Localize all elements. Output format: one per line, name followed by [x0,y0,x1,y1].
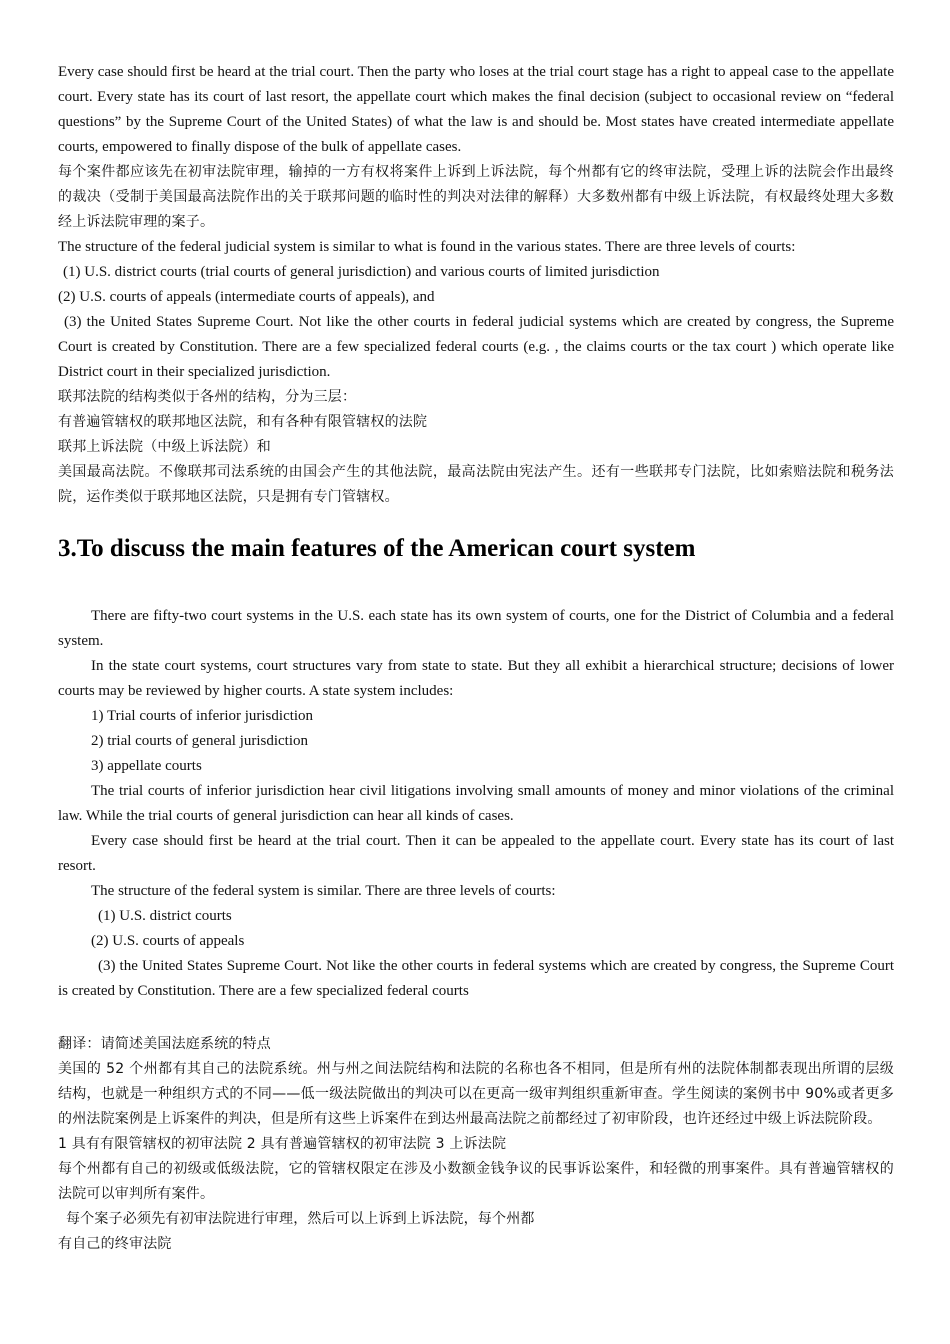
list-item: 1) Trial courts of inferior jurisdiction [91,708,314,724]
list-item: (1) U.S. district courts [98,908,232,924]
paragraph: There are fifty-two court systems in the U.S. each state has its own system of courts, one for the District of Columbia and a federal system. [58,608,894,649]
paragraph-zh: 每个州都有自己的初级或低级法院，它的管辖权限定在涉及小数额金钱争议的民事诉讼案件，和轻微的刑事案件。具有普遍管辖权的法院可以审判所有案件。 [58,1161,894,1202]
translation-title: 翻译：请简述美国法庭系统的特点 [58,1036,271,1052]
paragraph-zh: 美国最高法院。不像联邦司法系统的由国会产生的其他法院，最高法院由宪法产生。还有一些联邦专门法院，比如索赔法院和税务法院，运作类似于联邦地区法院，只是拥有专门管辖权。 [58,464,894,505]
paragraph: Every case should first be heard at the trial court. Then it can be appealed to the appellate court. Every state has its court of last resort. [58,833,894,874]
paragraph-zh: 有自己的终审法院 [58,1236,172,1252]
paragraph: The trial courts of inferior jurisdiction hear civil litigations involving small amounts of money and minor violations of the criminal law. While the trial courts of general jurisdiction can hear all kinds of cases. [58,783,894,824]
list-item: (2) U.S. courts of appeals [91,933,245,949]
paragraph: Every case should first be heard at the trial court. Then the party who loses at the trial court stage has a right to appeal case to the appellate court. Every state has its court of last resort, the appellate court which makes the final decision (subject to occasional review on “federal questions” by the Supreme Court of the United States) of what the law is and should be. Most states have created intermediate appellate courts, empowered to finally dispose of the bulk of appellate cases. [58,64,894,155]
paragraph: In the state court systems, court structures vary from state to state. But they all exhibit a hierarchical structure; decisions of lower courts may be reviewed by higher courts. A state system includes: [58,658,894,699]
document-page [58,60,894,1257]
paragraph-zh: 1 具有有限管辖权的初审法院 2 具有普遍管辖权的初审法院 3 上诉法院 [58,1136,507,1152]
paragraph-zh: 联邦法院的结构类似于各州的结构，分为三层： [58,389,357,405]
paragraph-zh: 美国的 52 个州都有其自己的法院系统。州与州之间法院结构和法院的名称也各不相同，但是所有州的法院体制都表现出所谓的层级结构，也就是一种组织方式的不同——低一级法院做出的判决可以在更高一级审判组织重新审查。学生阅读的案例书中 90%或者更多的州法院案例是上诉案件的判决，但是所有这些上诉案件在到达州最高法院之前都经过了初审阶段，也许还经过中级上诉法院阶段。 [58,1061,894,1127]
list-item: (3) the United States Supreme Court. Not like the other courts in federal judicial systems which are created by congress, the Supreme Court is created by Constitution. There are a few specialized federal courts (e.g. , the claims courts or the tax court ) which operate like District court in their specialized jurisdiction. [58,314,894,380]
paragraph-zh: 每个案件都应该先在初审法院审理，输掉的一方有权将案件上诉到上诉法院，每个州都有它的终审法院，受理上诉的法院会作出最终的裁决（受制于美国最高法院作出的关于联邦问题的临时性的判决对法律的解释）大多数州都有中级上诉法院，有权最终处理大多数经上诉法院审理的案子。 [58,164,894,230]
paragraph-zh: 有普遍管辖权的联邦地区法院，和有各种有限管辖权的法院 [58,414,428,430]
list-item: (2) U.S. courts of appeals (intermediate courts of appeals), and [58,289,435,305]
section-heading: 3.To discuss the main features of the American court system [58,535,696,562]
list-item: 2) trial courts of general jurisdiction [91,733,309,749]
list-item: (1) U.S. district courts (trial courts of general jurisdiction) and various courts of limited jurisdiction [63,264,660,280]
list-item: 3) appellate courts [91,758,202,774]
paragraph: The structure of the federal system is similar. There are three levels of courts: [91,883,556,899]
list-item: (3) the United States Supreme Court. Not like the other courts in federal systems which are created by congress, the Supreme Court is created by Constitution. There are a few specialized federal courts [58,958,894,999]
paragraph-zh: 每个案子必须先有初审法院进行审理，然后可以上诉到上诉法院，每个州都 [66,1211,535,1227]
paragraph: The structure of the federal judicial system is similar to what is found in the various states. There are three levels of courts: [58,239,796,255]
paragraph-zh: 联邦上诉法院（中级上诉法院）和 [58,439,271,455]
